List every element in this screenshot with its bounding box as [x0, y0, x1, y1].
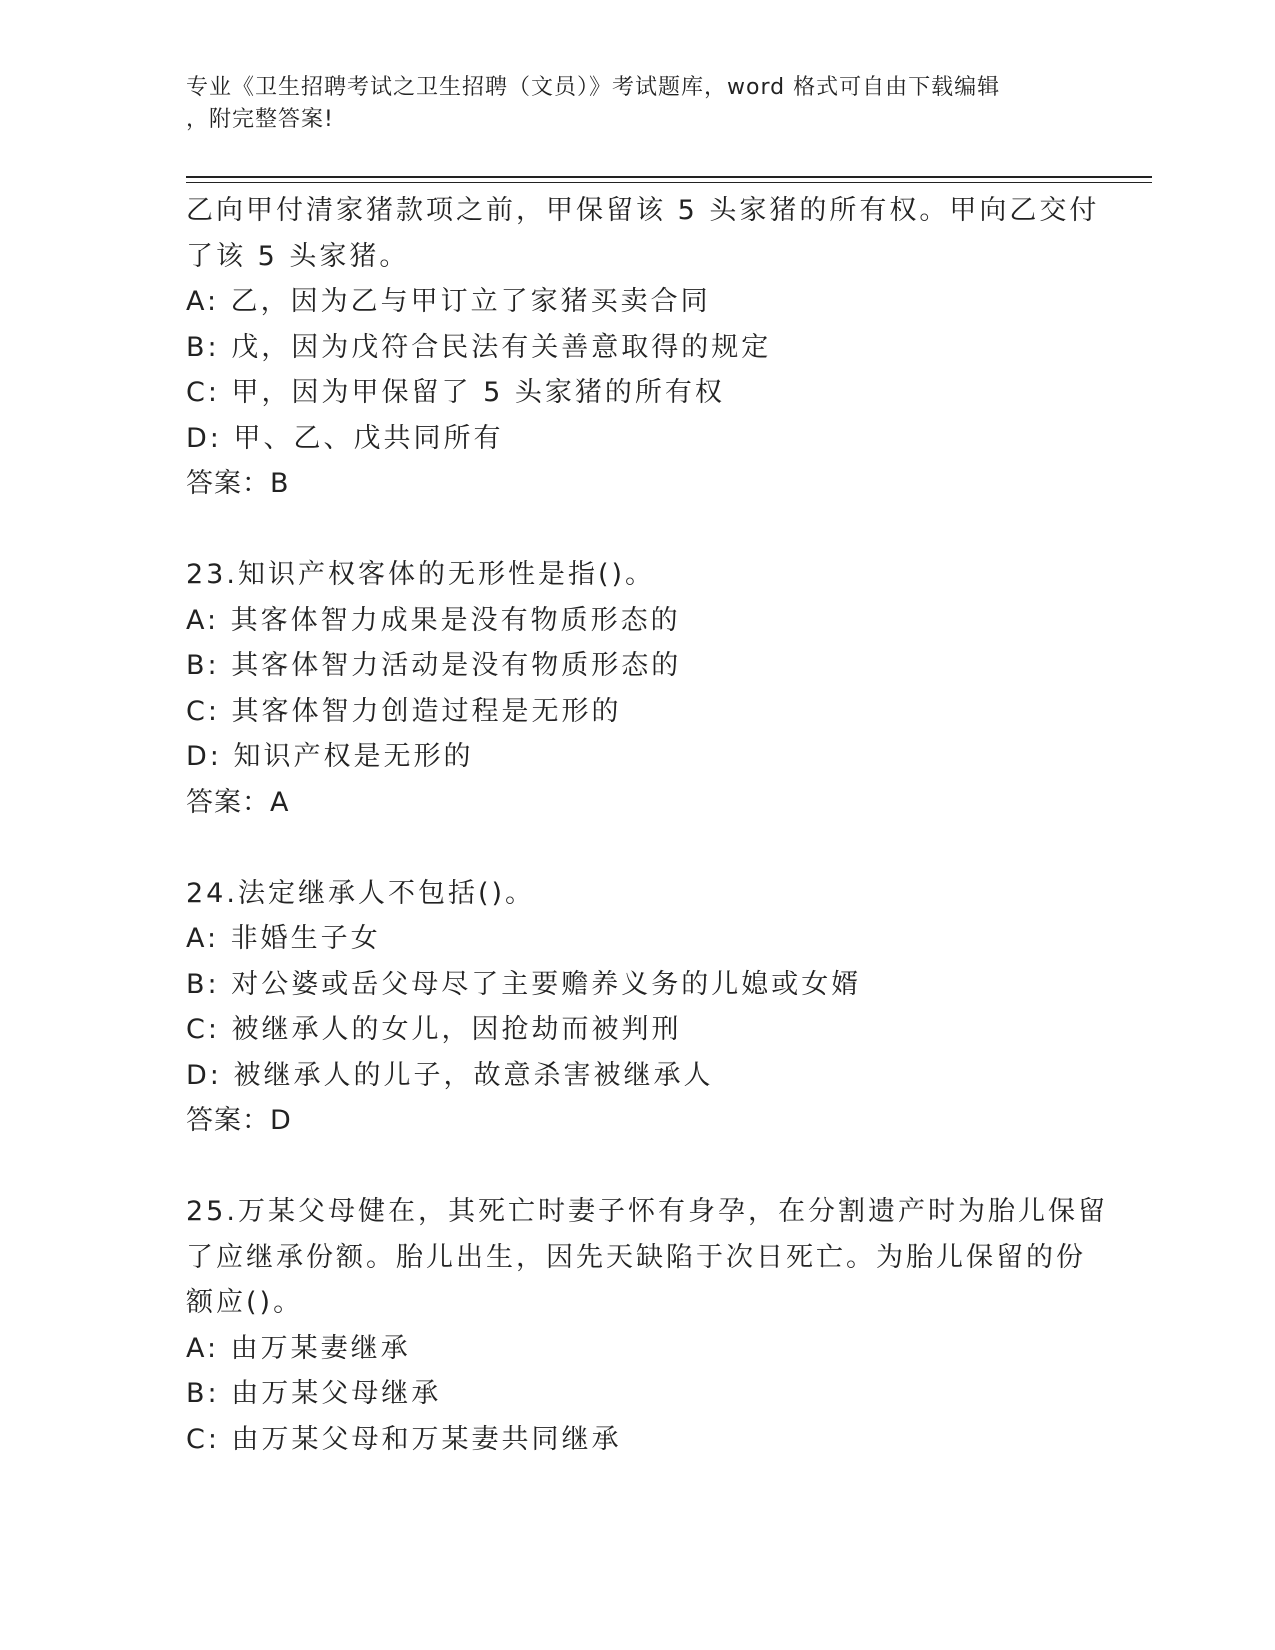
option-b: B: 由万某父母继承	[186, 1378, 442, 1409]
document-header	[186, 72, 1066, 136]
option-c: C: 其客体智力创造过程是无形的	[186, 695, 622, 727]
question-stem: 24.法定继承人不包括()。	[186, 877, 536, 909]
option-b: B: 其客体智力活动是没有物质形态的	[186, 650, 682, 681]
question-stem-continued: 了该 5 头家猪。	[186, 240, 410, 272]
option-a: A: 乙，因为乙与甲订立了家猪买卖合同	[186, 286, 711, 317]
option-a: A: 由万某妻继承	[186, 1332, 411, 1364]
option-b: B: 对公婆或岳父母尽了主要赡养义务的儿媳或女婿	[186, 968, 862, 1000]
question-stem: 23.知识产权客体的无形性是指()。	[186, 559, 656, 590]
option-a: A: 其客体智力成果是没有物质形态的	[186, 604, 681, 636]
spacer	[186, 507, 1086, 553]
answer: 答案：A	[186, 786, 290, 818]
header-divider-thick	[186, 176, 1152, 178]
header-divider-thin	[186, 182, 1152, 183]
spacer	[186, 1144, 1086, 1190]
answer: 答案：B	[186, 468, 290, 499]
option-c: C: 被继承人的女儿，因抢劫而被判刑	[186, 1014, 682, 1045]
question-list	[186, 188, 1108, 1462]
question-stem: 额应()。	[186, 1287, 304, 1318]
option-b: B: 戊，因为戊符合民法有关善意取得的规定	[186, 331, 772, 363]
header-line-1: 专业《卫生招聘考试之卫生招聘（文员）》考试题库，word 格式可自由下载编辑	[186, 75, 1001, 100]
question-stem: 25.万某父母健在，其死亡时妻子怀有身孕，在分割遗产时为胎儿保留	[186, 1196, 1108, 1227]
header-line-2: ，附完整答案!	[186, 107, 334, 132]
question-24	[186, 871, 1086, 1144]
question-stem: 了应继承份额。胎儿出生，因先天缺陷于次日死亡。为胎儿保留的份	[186, 1241, 1086, 1273]
question-stem-continued: 乙向甲付清家猪款项之前，甲保留该 5 头家猪的所有权。甲向乙交付	[186, 195, 1100, 226]
option-c: C: 由万某父母和万某妻共同继承	[186, 1423, 622, 1455]
question-23	[186, 552, 1086, 825]
option-d: D: 甲、乙、戊共同所有	[186, 422, 504, 454]
option-d: D: 知识产权是无形的	[186, 741, 474, 772]
option-a: A: 非婚生子女	[186, 923, 381, 954]
answer: 答案：D	[186, 1105, 292, 1136]
option-c: C: 甲，因为甲保留了 5 头家猪的所有权	[186, 377, 725, 408]
question-25	[186, 1189, 1108, 1462]
option-d: D: 被继承人的儿子，故意杀害被继承人	[186, 1059, 714, 1091]
question-22	[186, 188, 1100, 507]
spacer	[186, 825, 1086, 871]
